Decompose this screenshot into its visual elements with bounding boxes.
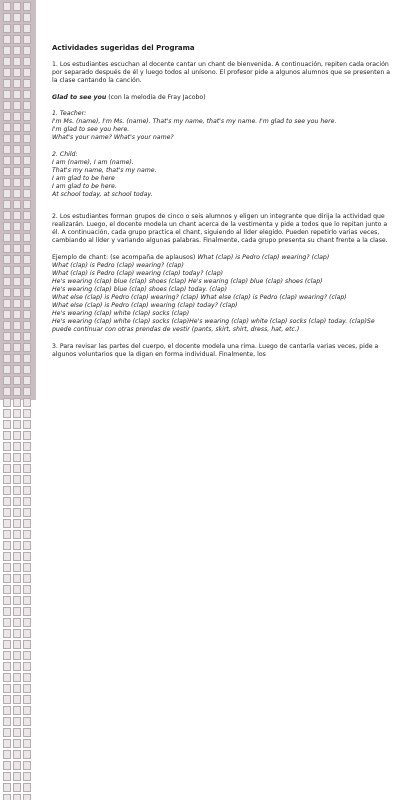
song-title-line (52, 94, 392, 102)
verse-line: At school today, at school today. (52, 191, 153, 198)
binder-margin (0, 0, 36, 400)
binder-holes (3, 2, 33, 800)
teacher-verse-label: 1. Teacher: (52, 110, 87, 117)
activity-2-paragraph: 2. Los estudiantes forman grupos de cinco o seis alumnos y eligen un integrante que dirija la actividad que realizarán. Luego, el docente modela un chant acerca de la vestimenta y pide a todos que lo repitan junto a él. A continuación, cada grupo practica el chant, siguiendo al líder elegido. Pueden repetirlo varias veces, cambiando al líder y variando algunas palabras. Finalmente, cada grupo presenta su chant frente a la clase. (52, 213, 388, 244)
child-verse-label: 2. Child: (52, 151, 78, 158)
verse-line: I'm Ms. (name), I'm Ms. (name). That's my name, that's my name. I'm glad to see you here. (52, 118, 337, 125)
verse-line: That's my name, that's my name. (52, 167, 157, 174)
verse-line: I am (name), I am (name). (52, 159, 134, 166)
chant-line: What (clap) is Pedro (clap) wearing? (clap) (52, 262, 184, 269)
chant-line: He's wearing (clap) white (clap) socks (clap)He's wearing (clap) white (clap) socks (clap) today. (clap)Se puede continuar con otras prendas de vestir (pants, skirt, shirt, dress, hat, etc.) (52, 318, 375, 333)
activity-1-paragraph: 1. Los estudiantes escuchan al docente cantar un chant de bienvenida. A continuación, repiten cada oración por separado después de él y luego todos al unísono. El profesor pide a algunos alumnos que se presenten a la clase cantando la canción. (52, 61, 391, 84)
teacher-verse (52, 110, 392, 142)
song-subtitle: (con la melodía de Fray Jacobo) (108, 94, 206, 101)
chant-line: He's wearing (clap) blue (clap) shoes (clap) today. (clap) (52, 286, 227, 293)
chant-line: He's wearing (clap) blue (clap) shoes (clap) He's wearing (clap) blue (clap) shoes (clap) (52, 278, 323, 285)
page-title: Actividades sugeridas del Programa (52, 44, 195, 52)
verse-line: I'm glad to see you here. (52, 126, 130, 133)
chant-line: He's wearing (clap) white (clap) socks (clap) (52, 310, 190, 317)
activity-3-paragraph: 3. Para revisar las partes del cuerpo, el docente modela una rima. Luego de cantarla varias veces, pide a algunos voluntarios que la digan en forma individual. Finalmente, los (52, 343, 379, 358)
song-title: Glad to see you (52, 94, 107, 101)
document-page (52, 44, 392, 368)
chant-line: What (clap) is Pedro (clap) wearing (clap) today? (clap) (52, 270, 224, 277)
chant-example (52, 254, 392, 334)
verse-line: I am glad to be here (52, 175, 115, 182)
chant-example-lead: Ejemplo de chant: (se acompaña de aplausos) (52, 254, 196, 261)
chant-line: What (clap) is Pedro (clap) wearing? (clap) (197, 254, 330, 261)
chant-example-first-line (52, 254, 392, 262)
verse-line: I am glad to be here. (52, 183, 117, 190)
verse-line: What's your name? What's your name? (52, 134, 174, 141)
child-verse (52, 151, 392, 199)
chant-line: What else (clap) is Pedro (clap) wearing? (clap) What else (clap) is Pedro (clap) wearing? (clap) (52, 294, 347, 301)
chant-line: What else (clap) is Pedro (clap) wearing (clap) today? (clap) (52, 302, 238, 309)
